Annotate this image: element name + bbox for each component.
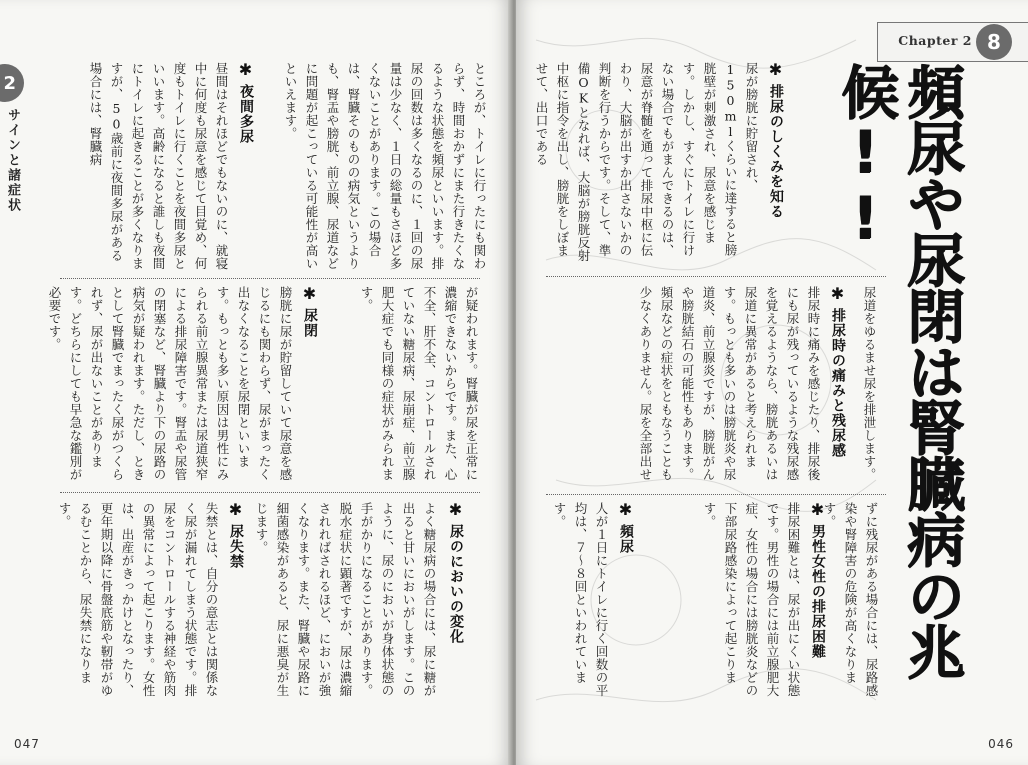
section-tab-number: 2: [0, 64, 24, 102]
asterisk-icon: ✱: [238, 60, 254, 79]
paragraph-nocturia-continued: が疑われます。腎臓が尿を正常に濃縮できないからです。また、心不全、肝不全、コントロールされていない糖尿病、尿崩症、前立腺肥大症でも同様の症状がみられます。: [359, 286, 479, 481]
asterisk-icon: ✱: [228, 500, 244, 519]
section-divider: [60, 492, 480, 493]
heading-incontinence-text: 尿失禁: [228, 524, 244, 569]
asterisk-icon: ✱: [618, 500, 634, 519]
paragraph-frequency-continued: ところが、トイレに行ったにも関わらず、時間おかずにまた行きたくなるような状態を頻尿といいます。排尿の回数は多くなるのに、１回の尿量は少なく、１日の総量もさほど多くないことがあります。この場合は、腎臓そのものの病気というよりも、腎盂や膀胱、前立腺、尿道などに問題が起こっている可能性が高いといえます。: [283, 62, 487, 270]
asterisk-icon: ✱: [448, 500, 464, 519]
heading-pain: [828, 286, 848, 476]
section-divider: [546, 494, 886, 495]
heading-mechanism-text: 排尿のしくみを知る: [768, 84, 784, 219]
page-title: 頻尿や尿閉は腎臓病の兆候!!: [831, 62, 965, 678]
heading-frequency-text: 頻尿: [618, 524, 634, 554]
heading-odor-text: 尿のにおいの変化: [448, 524, 464, 644]
asterisk-icon: ✱: [830, 284, 846, 303]
paragraph-frequency: 人が１日にトイレに行く回数の平均は、７〜８回といわれています。: [552, 502, 609, 697]
page-number-right: 046: [988, 737, 1014, 751]
paragraph-pain-continued: ずに残尿がある場合には、尿路感染や腎障害の危険が高くなります。: [822, 502, 879, 697]
asterisk-icon: ✱: [302, 284, 318, 303]
chapter-number-badge: 8: [976, 24, 1012, 60]
asterisk-icon: ✱: [810, 500, 826, 519]
chapter-label: Chapter 2: [898, 33, 972, 48]
heading-difficulty-text: 男性女性の排尿困難: [810, 524, 826, 659]
section-divider: [60, 278, 480, 279]
paragraph-incontinence: 失禁とは、自分の意志とは関係なく尿が漏れてしまう状態です。排尿をコントロールする神経や筋肉の異常によって起こります。女性は、出産がきっかけとなったり、更年期以降に骨盤底筋や靭帯がゆるむことから、尿失禁になります。: [57, 502, 219, 697]
paragraph-odor: よく糖尿病の場合には、尿に糖が出ると甘いにおいがします。このように、尿のにおいが身体状態の手がかりになることがあります。脱水症状に顕著ですが、尿は濃縮されればされるほど、においが強くなります。また、腎臓や尿路に細菌感染があると、尿に悪臭が生じます。: [254, 502, 437, 697]
paragraph-nocturia: 昼間はそれほどでもないのに、就寝中に何度も尿意を感じて目覚め、何度もトイレに行くことを夜間多尿といいます。高齢になると誰しも夜間にトイレに起きることが多くなりますが、50歳前に夜間多尿がある場合には、腎臓病: [88, 62, 229, 270]
heading-frequency: [616, 502, 636, 582]
heading-nocturia-text: 夜間多尿: [238, 84, 254, 144]
heading-retention: [300, 286, 320, 386]
section-tab-title: サインと諸症状: [5, 108, 20, 213]
paragraph-difficulty: 排尿困難とは、尿が出にくい状態です。男性の場合には前立腺肥大症、女性の場合には膀胱炎などの下部尿路感染によって起こります。: [702, 502, 801, 697]
right-page: [516, 0, 1028, 765]
heading-mechanism: [766, 62, 786, 252]
heading-retention-text: 尿閉: [302, 308, 318, 338]
heading-difficulty: [808, 502, 828, 672]
section-divider: [546, 276, 886, 277]
left-page: [0, 0, 512, 765]
paragraph-mechanism-continued: 尿道をゆるませ尿を排泄します。: [862, 286, 877, 481]
paragraph-mechanism: 尿が膀胱に貯留され、150mlくらいに達すると膀胱壁が刺激され、尿意を感じます。しかし、すぐにトイレに行けない場合でもがまんできるのは、尿意が脊髄を通って排尿中枢に伝わり、大脳が出すか出さないかの判断を行うからです。そして、準備OKとなれば、大脳が膀胱反射中枢に指令を出し、膀胱をしぼませて、出口である: [534, 62, 759, 262]
heading-odor: [446, 502, 466, 692]
heading-incontinence: [226, 502, 246, 612]
heading-nocturia: [236, 62, 256, 212]
page-number-left: 047: [14, 737, 40, 751]
paragraph-retention: 膀胱に尿が貯留していて尿意を感じるにも関わらず、尿がまったく出なくなることを尿閉といいます。もっとも多い原因は男性にみられる前立腺異常または尿道狭窄による排尿障害です。腎盂や尿管の閉塞など、腎臓より下の尿路の病気が疑われます。ただし、ときとして腎臓でまったく尿がつくられず、尿が出ないことがあります。どちらにしても早急な鑑別が必要です。: [47, 286, 293, 481]
asterisk-icon: ✱: [768, 60, 784, 79]
heading-pain-text: 排尿時の痛みと残尿感: [830, 308, 846, 458]
paragraph-pain: 排尿時に痛みを感じたり、排尿後にも尿が残っているような残尿感を覚えるようなら、膀胱あるいは尿道に異常があると考えられます。もっとも多いのは膀胱炎や尿道炎、前立腺炎ですが、膀胱がんや膀胱結石の可能性もあります。頻尿などの症状をともなうことも少なくありません。尿を全部出せ: [638, 286, 821, 481]
